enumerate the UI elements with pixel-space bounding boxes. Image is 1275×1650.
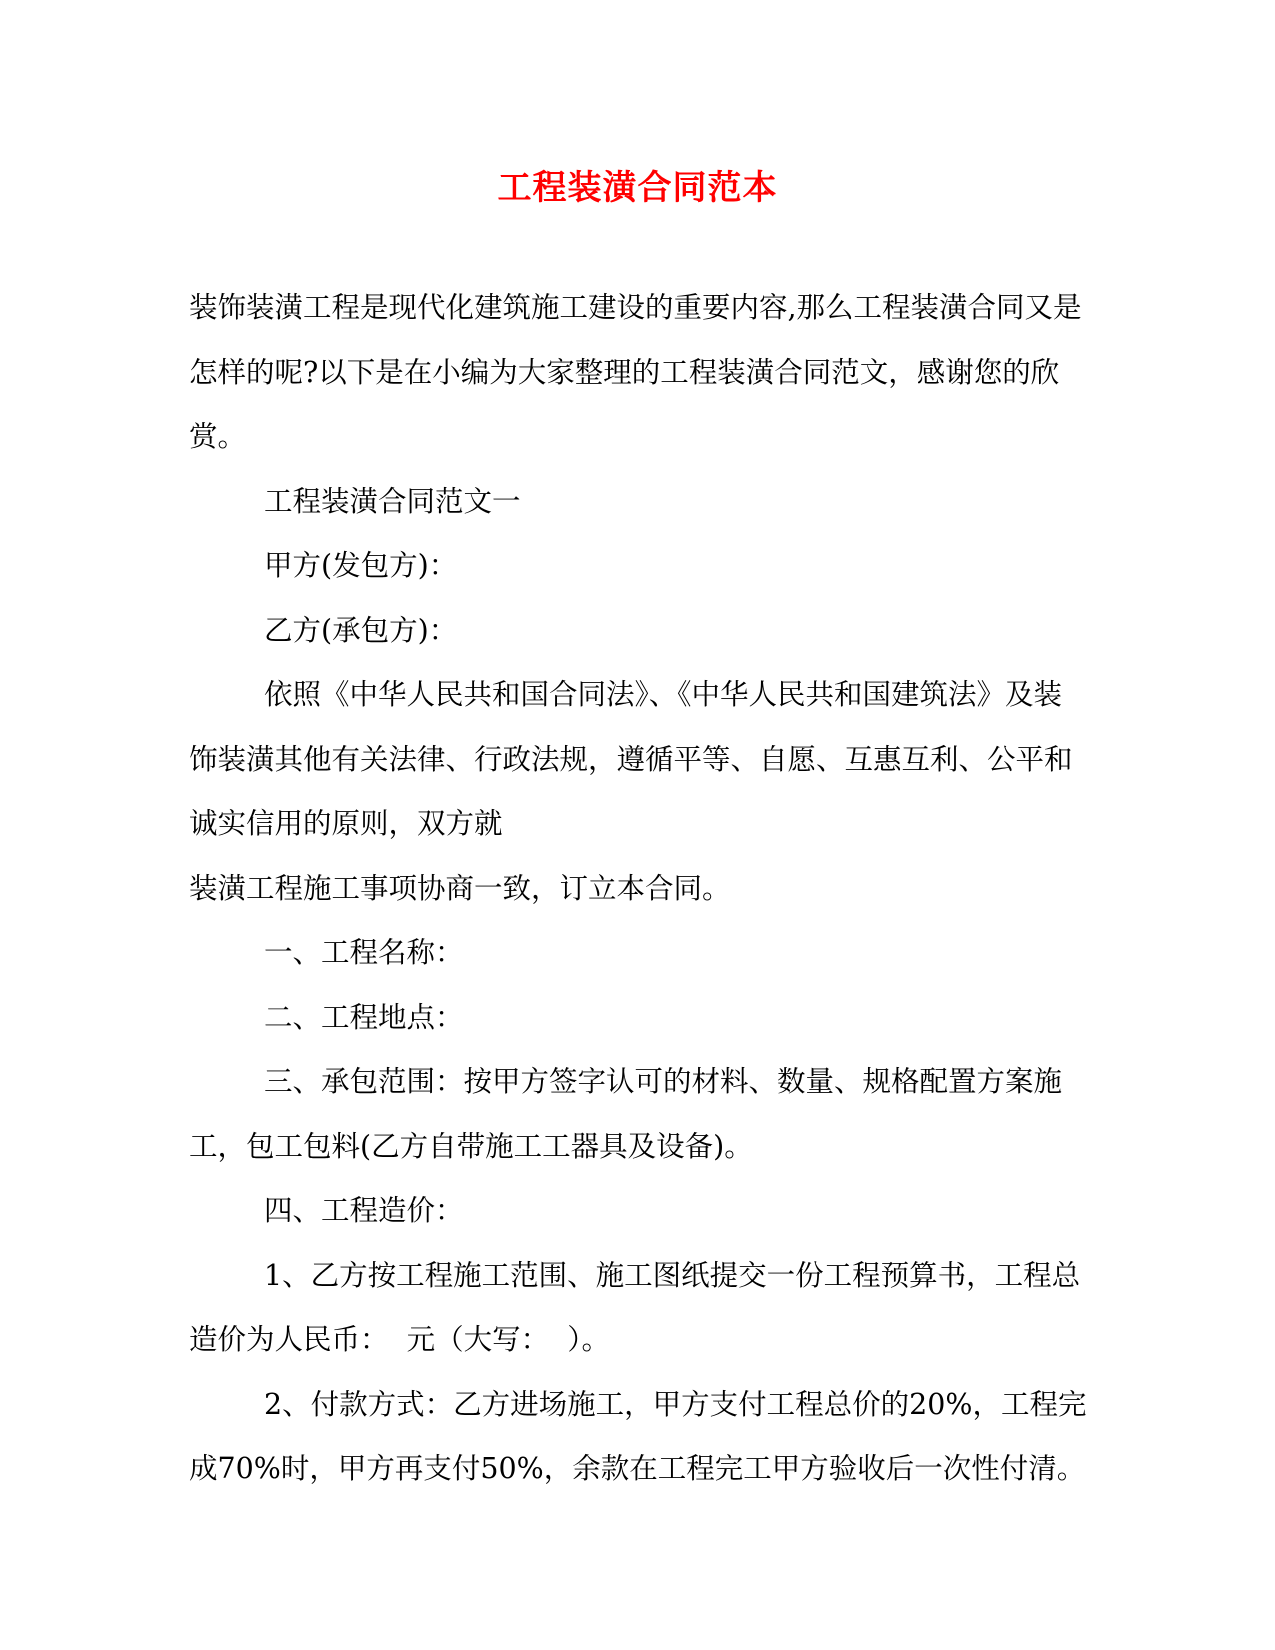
section-heading-sample-one: 工程装潢合同范文一	[264, 484, 521, 518]
agreement-line: 装潢工程施工事项协商一致，订立本合同。	[189, 871, 731, 905]
legal-basis-paragraph: 依照《中华人民共和国合同法》、《中华人民共和国建筑法》及装饰装潢其他有关法律、行政法规，遵循平等、自愿、互惠互利、公平和诚实信用的原则，双方就	[189, 678, 1073, 840]
clause-cost-item-2: 2、付款方式：乙方进场施工，甲方支付工程总价的20%，工程完成70%时，甲方再支付50%，余款在工程完工甲方验收后一次性付清。	[189, 1387, 1087, 1485]
document-title: 工程装潢合同范本	[497, 168, 778, 208]
clause-project-location: 二、工程地点：	[264, 1000, 464, 1034]
clause-project-name: 一、工程名称：	[264, 936, 464, 969]
document-body	[189, 276, 1089, 1502]
clause-contract-scope: 三、承包范围：按甲方签字认可的材料、数量、规格配置方案施工，包工包料(乙方自带施工工器具及设备)。	[189, 1065, 1063, 1163]
clause-project-cost: 四、工程造价：	[264, 1194, 464, 1227]
party-b-line: 乙方(承包方)：	[264, 613, 458, 647]
clause-cost-item-1: 1、乙方按工程施工范围、施工图纸提交一份工程预算书，工程总造价为人民币： 元（大写： ）。	[189, 1258, 1081, 1356]
party-a-line: 甲方(发包方)：	[264, 549, 458, 582]
intro-paragraph: 装饰装潢工程是现代化建筑施工建设的重要内容,那么工程装潢合同又是怎样的呢?以下是在小编为大家整理的工程装潢合同范文，感谢您的欣赏。	[189, 291, 1082, 453]
